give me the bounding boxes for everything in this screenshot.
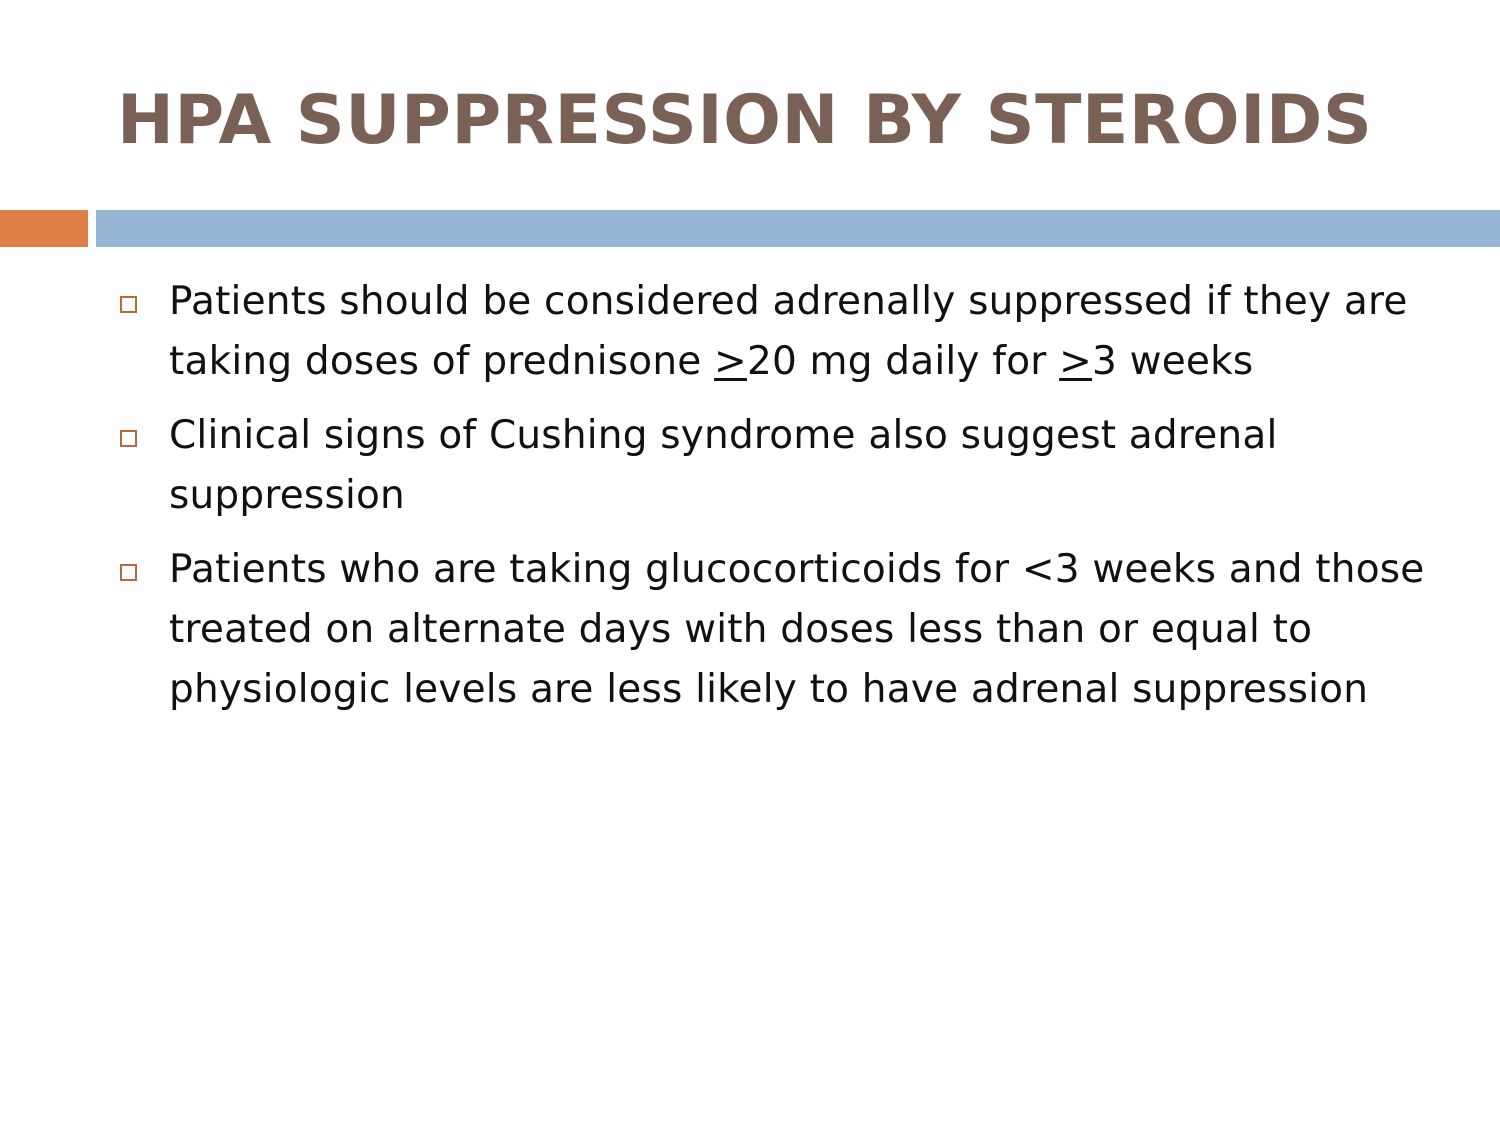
- accent-bar-blue: [96, 210, 1500, 247]
- bullet-text-part: Patients should be considered adrenally suppressed if they are taking doses of prednisone: [169, 279, 1408, 384]
- hollow-square-bullet-icon: [120, 564, 137, 581]
- bullet-item-3: [117, 540, 1437, 720]
- hollow-square-bullet-icon: [120, 430, 137, 447]
- bullet-text: Patients who are taking glucocorticoids for <3 weeks and those treated on alternate days with doses less than or equal to physiologic levels are less likely to have adrenal suppression: [169, 547, 1425, 712]
- bullet-list: [117, 272, 1437, 734]
- bullet-item-1: [117, 272, 1437, 392]
- slide-title: HPA SUPPRESSION BY STEROIDS: [117, 81, 1373, 160]
- greater-equal-symbol: >: [1059, 339, 1093, 384]
- hollow-square-bullet-icon: [120, 296, 137, 313]
- accent-bar-orange: [0, 210, 88, 247]
- bullet-item-2: [117, 406, 1437, 526]
- bullet-text-part: 20 mg daily for: [746, 339, 1060, 384]
- bullet-text-part: 3 weeks: [1092, 339, 1254, 384]
- greater-equal-symbol: >: [714, 339, 747, 384]
- bullet-text: Clinical signs of Cushing syndrome also suggest adrenal suppression: [169, 413, 1278, 518]
